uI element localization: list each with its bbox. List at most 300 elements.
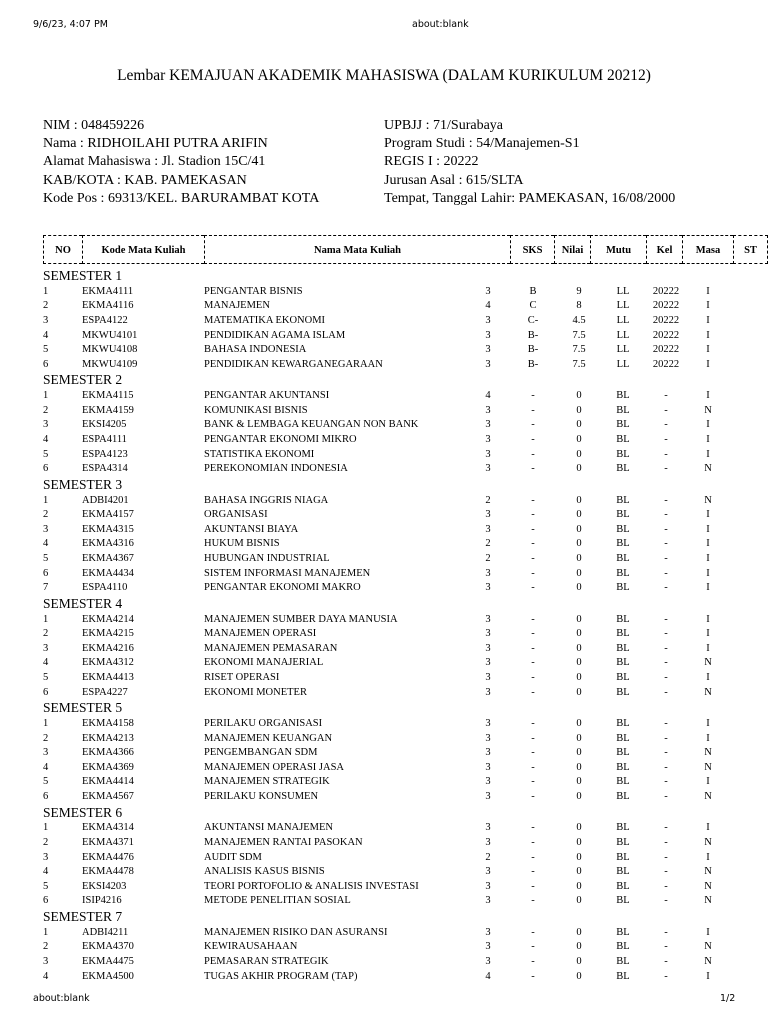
cell-kode: EKMA4314 xyxy=(82,822,134,834)
cell-mutu: 0 xyxy=(576,926,582,938)
cell-no: 2 xyxy=(43,941,49,953)
cell-kel: BL xyxy=(616,747,630,759)
cell-st: N xyxy=(704,463,712,475)
col-header-st: ST xyxy=(733,235,768,264)
cell-mutu: 0 xyxy=(576,672,582,683)
cell-st: I xyxy=(706,538,710,550)
cell-nama: BAHASA INGGRIS NIAGA xyxy=(204,494,329,506)
cell-nilai: - xyxy=(531,523,535,535)
table-row xyxy=(0,581,768,596)
col-header-no: NO xyxy=(43,235,82,264)
cell-st: I xyxy=(706,344,710,356)
cell-masa: - xyxy=(664,880,668,892)
cell-kode: ADBI4201 xyxy=(82,494,129,506)
col-header-nilai: Nilai xyxy=(554,235,590,264)
cell-kel: BL xyxy=(616,390,630,402)
cell-sks: 3 xyxy=(485,613,491,625)
cell-mutu: 0 xyxy=(576,434,582,445)
cell-sks: 2 xyxy=(485,851,491,863)
cell-masa: - xyxy=(664,672,668,683)
table-row xyxy=(0,761,768,776)
cell-mutu: 0 xyxy=(576,970,582,982)
table-row xyxy=(0,717,768,732)
cell-st: N xyxy=(704,956,712,967)
cell-mutu: 7.5 xyxy=(572,358,586,370)
cell-st: I xyxy=(706,851,710,863)
cell-mutu: 8 xyxy=(576,300,582,312)
cell-masa: - xyxy=(664,553,668,564)
cell-kel: BL xyxy=(616,732,630,744)
print-header xyxy=(0,19,768,33)
cell-nilai: - xyxy=(531,642,535,654)
cell-kel: BL xyxy=(616,822,630,834)
cell-kode: EKMA4116 xyxy=(82,300,134,312)
cell-st: I xyxy=(706,567,710,579)
cell-nama: STATISTIKA EKONOMI xyxy=(204,448,315,460)
cell-nama: MANAJEMEN OPERASI JASA xyxy=(204,761,345,773)
cell-st: I xyxy=(706,732,710,744)
cell-nama: RISET OPERASI xyxy=(204,672,280,683)
cell-nama: AUDIT SDM xyxy=(204,851,262,863)
cell-nama: KEWIRAUSAHAAN xyxy=(204,941,298,953)
cell-masa: - xyxy=(664,718,668,729)
col-header-kel: Kel xyxy=(646,235,682,264)
cell-kode: EKMA4434 xyxy=(82,567,134,579)
cell-masa: - xyxy=(664,686,668,698)
cell-mutu: 0 xyxy=(576,448,582,460)
cell-no: 5 xyxy=(43,776,49,788)
cell-st: N xyxy=(704,791,712,802)
cell-nama: MANAJEMEN RANTAI PASOKAN xyxy=(204,837,363,848)
cell-kel: BL xyxy=(616,956,630,967)
cell-kode: EKMA4371 xyxy=(82,837,134,848)
cell-masa: - xyxy=(664,837,668,848)
cell-nama: PENDIDIKAN AGAMA ISLAM xyxy=(204,329,346,341)
col-header-kode: Kode Mata Kuliah xyxy=(82,235,204,264)
student-birth: Tempat, Tanggal Lahir: PAMEKASAN, 16/08/2000 xyxy=(384,190,676,206)
cell-no: 3 xyxy=(43,523,49,535)
cell-masa: - xyxy=(664,895,668,907)
cell-mutu: 4.5 xyxy=(572,315,586,326)
cell-nilai: - xyxy=(531,686,535,698)
cell-st: I xyxy=(706,582,710,594)
table-row xyxy=(0,314,768,329)
cell-kel: BL xyxy=(616,672,630,683)
semester-heading: SEMESTER 6 xyxy=(43,804,123,820)
cell-kel: BL xyxy=(616,941,630,953)
table-header xyxy=(43,235,757,266)
table-row xyxy=(0,494,768,509)
cell-kode: ESPA4227 xyxy=(82,686,128,698)
cell-kode: ADBI4211 xyxy=(82,926,129,938)
cell-nama: BANK & LEMBAGA KEUANGAN NON BANK xyxy=(204,419,419,431)
student-info-left xyxy=(43,117,319,208)
cell-mutu: 0 xyxy=(576,538,582,550)
document-title: Lembar KEMAJUAN AKADEMIK MAHASISWA (DALAM KURIKULUM 20212) xyxy=(117,67,651,84)
table-row xyxy=(0,940,768,955)
cell-st: I xyxy=(706,642,710,654)
cell-nilai: - xyxy=(531,791,535,802)
cell-kel: BL xyxy=(616,686,630,698)
student-address: Alamat Mahasiswa : Jl. Stadion 15C/41 xyxy=(43,154,266,170)
table-row xyxy=(0,404,768,419)
cell-sks: 3 xyxy=(485,523,491,535)
cell-mutu: 0 xyxy=(576,404,582,416)
cell-kode: EKMA4475 xyxy=(82,956,134,967)
cell-masa: - xyxy=(664,851,668,863)
cell-masa: 20222 xyxy=(652,315,680,326)
cell-st: N xyxy=(704,837,712,848)
cell-nama: TUGAS AKHIR PROGRAM (TAP) xyxy=(204,970,358,982)
cell-st: N xyxy=(704,686,712,698)
table-row xyxy=(0,836,768,851)
cell-mutu: 0 xyxy=(576,822,582,834)
cell-nilai: C xyxy=(529,300,537,312)
cell-kode: EKMA4216 xyxy=(82,642,134,654)
cell-sks: 4 xyxy=(485,970,491,982)
student-city: KAB/KOTA : KAB. PAMEKASAN xyxy=(43,172,247,188)
cell-mutu: 0 xyxy=(576,718,582,729)
cell-sks: 2 xyxy=(485,553,491,564)
cell-st: N xyxy=(704,747,712,759)
cell-st: I xyxy=(706,523,710,535)
cell-nilai: - xyxy=(531,494,535,506)
student-info-right xyxy=(384,117,675,208)
cell-nilai: - xyxy=(531,463,535,475)
print-footer xyxy=(0,993,768,1007)
cell-nilai: - xyxy=(531,851,535,863)
student-upbjj: UPBJJ : 71/Surabaya xyxy=(384,118,503,133)
cell-masa: - xyxy=(664,941,668,953)
cell-sks: 3 xyxy=(485,866,491,878)
cell-nilai: - xyxy=(531,880,535,892)
cell-no: 2 xyxy=(43,732,49,744)
cell-no: 3 xyxy=(43,315,49,326)
cell-no: 7 xyxy=(43,582,49,594)
cell-nama: SISTEM INFORMASI MANAJEMEN xyxy=(204,567,371,579)
cell-sks: 3 xyxy=(485,642,491,654)
cell-masa: 20222 xyxy=(652,358,680,370)
cell-masa: - xyxy=(664,956,668,967)
cell-sks: 3 xyxy=(485,509,491,521)
cell-nilai: - xyxy=(531,582,535,594)
cell-sks: 3 xyxy=(485,956,491,967)
cell-kel: BL xyxy=(616,419,630,431)
cell-sks: 3 xyxy=(485,941,491,953)
cell-nama: MANAJEMEN KEUANGAN xyxy=(204,732,333,744)
cell-no: 6 xyxy=(43,895,49,907)
table-row xyxy=(0,523,768,538)
cell-masa: 20222 xyxy=(652,300,680,312)
cell-sks: 3 xyxy=(485,329,491,341)
cell-nama: PENGANTAR AKUNTANSI xyxy=(204,390,330,402)
cell-mutu: 0 xyxy=(576,419,582,431)
cell-kode: EKMA4567 xyxy=(82,791,134,802)
table-row xyxy=(0,686,768,701)
cell-nilai: B- xyxy=(527,344,539,356)
cell-sks: 3 xyxy=(485,285,491,297)
cell-sks: 3 xyxy=(485,344,491,356)
cell-st: I xyxy=(706,285,710,297)
cell-no: 3 xyxy=(43,851,49,863)
cell-kel: LL xyxy=(616,315,630,326)
cell-sks: 3 xyxy=(485,747,491,759)
cell-sks: 3 xyxy=(485,732,491,744)
cell-no: 6 xyxy=(43,791,49,802)
table-row xyxy=(0,627,768,642)
cell-mutu: 7.5 xyxy=(572,344,586,356)
cell-no: 1 xyxy=(43,285,49,297)
cell-kel: BL xyxy=(616,567,630,579)
cell-kode: ESPA4111 xyxy=(82,434,127,445)
cell-kode: EKMA4478 xyxy=(82,866,134,878)
cell-mutu: 0 xyxy=(576,509,582,521)
cell-kode: EKMA4366 xyxy=(82,747,134,759)
cell-masa: 20222 xyxy=(652,285,680,297)
cell-nama: MANAJEMEN RISIKO DAN ASURANSI xyxy=(204,926,388,938)
student-name: Nama : RIDHOILAHI PUTRA ARIFIN xyxy=(43,136,268,152)
cell-st: I xyxy=(706,970,710,982)
cell-st: N xyxy=(704,880,712,892)
cell-kel: BL xyxy=(616,895,630,907)
cell-sks: 2 xyxy=(485,494,491,506)
cell-kel: BL xyxy=(616,582,630,594)
cell-masa: - xyxy=(664,926,668,938)
cell-mutu: 0 xyxy=(576,463,582,475)
col-header-masa: Masa xyxy=(682,235,733,264)
cell-nama: METODE PENELITIAN SOSIAL xyxy=(204,895,351,907)
cell-nama: AKUNTANSI BIAYA xyxy=(204,523,299,535)
table-row xyxy=(0,746,768,761)
cell-masa: - xyxy=(664,523,668,535)
cell-kode: EKMA4158 xyxy=(82,718,134,729)
cell-masa: - xyxy=(664,628,668,640)
table-row xyxy=(0,567,768,582)
cell-sks: 3 xyxy=(485,791,491,802)
cell-masa: - xyxy=(664,613,668,625)
cell-masa: - xyxy=(664,434,668,445)
cell-sks: 3 xyxy=(485,718,491,729)
cell-no: 1 xyxy=(43,718,49,729)
cell-mutu: 0 xyxy=(576,866,582,878)
cell-nama: MATEMATIKA EKONOMI xyxy=(204,315,326,326)
cell-nilai: - xyxy=(531,732,535,744)
cell-kode: EKMA4213 xyxy=(82,732,134,744)
cell-no: 4 xyxy=(43,761,49,773)
cell-kel: BL xyxy=(616,926,630,938)
cell-masa: 20222 xyxy=(652,329,680,341)
cell-st: I xyxy=(706,718,710,729)
cell-no: 3 xyxy=(43,747,49,759)
cell-no: 3 xyxy=(43,419,49,431)
cell-kel: BL xyxy=(616,494,630,506)
cell-nilai: - xyxy=(531,718,535,729)
cell-nilai: - xyxy=(531,895,535,907)
cell-mutu: 0 xyxy=(576,941,582,953)
cell-kode: EKMA4370 xyxy=(82,941,134,953)
cell-nama: ORGANISASI xyxy=(204,509,268,521)
cell-nilai: - xyxy=(531,941,535,953)
cell-sks: 3 xyxy=(485,822,491,834)
table-row xyxy=(0,329,768,344)
cell-masa: - xyxy=(664,494,668,506)
table-row xyxy=(0,299,768,314)
cell-kel: BL xyxy=(616,613,630,625)
cell-no: 4 xyxy=(43,657,49,669)
cell-sks: 4 xyxy=(485,390,491,402)
cell-sks: 3 xyxy=(485,895,491,907)
cell-no: 6 xyxy=(43,463,49,475)
cell-no: 3 xyxy=(43,956,49,967)
cell-nilai: - xyxy=(531,866,535,878)
cell-no: 3 xyxy=(43,642,49,654)
table-row xyxy=(0,642,768,657)
cell-nilai: - xyxy=(531,567,535,579)
cell-st: I xyxy=(706,613,710,625)
cell-masa: - xyxy=(664,448,668,460)
cell-mutu: 7.5 xyxy=(572,329,586,341)
cell-st: I xyxy=(706,448,710,460)
cell-masa: - xyxy=(664,390,668,402)
cell-no: 2 xyxy=(43,404,49,416)
cell-nama: PENGANTAR EKONOMI MIKRO xyxy=(204,434,357,445)
cell-sks: 3 xyxy=(485,419,491,431)
cell-nilai: - xyxy=(531,509,535,521)
cell-sks: 3 xyxy=(485,448,491,460)
cell-no: 5 xyxy=(43,344,49,356)
col-header-sks: SKS xyxy=(510,235,554,264)
table-row xyxy=(0,865,768,880)
cell-masa: - xyxy=(664,509,668,521)
cell-kode: EKSI4205 xyxy=(82,419,127,431)
cell-kode: EKMA4500 xyxy=(82,970,134,982)
table-row xyxy=(0,894,768,909)
cell-st: I xyxy=(706,628,710,640)
table-row xyxy=(0,462,768,477)
cell-nama: AKUNTANSI MANAJEMEN xyxy=(204,822,333,834)
cell-kode: MKWU4108 xyxy=(82,344,138,356)
cell-mutu: 0 xyxy=(576,956,582,967)
cell-st: N xyxy=(704,866,712,878)
cell-sks: 3 xyxy=(485,761,491,773)
cell-nama: MANAJEMEN xyxy=(204,300,270,312)
cell-no: 5 xyxy=(43,672,49,683)
cell-st: I xyxy=(706,390,710,402)
cell-nilai: - xyxy=(531,672,535,683)
print-datetime: 9/6/23, 4:07 PM xyxy=(33,19,108,30)
cell-mutu: 0 xyxy=(576,747,582,759)
cell-nama: KOMUNIKASI BISNIS xyxy=(204,404,308,416)
cell-nama: MANAJEMEN STRATEGIK xyxy=(204,776,330,788)
footer-url: about:blank xyxy=(33,993,90,1004)
semester-heading: SEMESTER 7 xyxy=(43,909,123,924)
cell-masa: - xyxy=(664,404,668,416)
table-row xyxy=(0,955,768,970)
cell-st: I xyxy=(706,926,710,938)
cell-nilai: - xyxy=(531,390,535,402)
cell-masa: - xyxy=(664,657,668,669)
semester-heading: SEMESTER 1 xyxy=(43,268,123,283)
cell-no: 1 xyxy=(43,822,49,834)
cell-no: 6 xyxy=(43,358,49,370)
cell-mutu: 9 xyxy=(576,285,582,297)
cell-masa: - xyxy=(664,747,668,759)
cell-st: I xyxy=(706,672,710,683)
cell-kel: BL xyxy=(616,553,630,564)
table-row xyxy=(0,358,768,373)
table-row xyxy=(0,671,768,686)
cell-masa: - xyxy=(664,567,668,579)
cell-kel: LL xyxy=(616,285,630,297)
cell-no: 5 xyxy=(43,448,49,460)
cell-nilai: - xyxy=(531,747,535,759)
cell-nama: PENDIDIKAN KEWARGANEGARAAN xyxy=(204,358,383,370)
cell-no: 1 xyxy=(43,613,49,625)
cell-kode: MKWU4101 xyxy=(82,329,138,341)
table-row xyxy=(0,821,768,836)
cell-kode: EKMA4115 xyxy=(82,390,134,402)
cell-mutu: 0 xyxy=(576,895,582,907)
cell-nama: PEREKONOMIAN INDONESIA xyxy=(204,463,348,475)
cell-kel: BL xyxy=(616,851,630,863)
cell-st: I xyxy=(706,315,710,326)
cell-sks: 3 xyxy=(485,628,491,640)
cell-nilai: - xyxy=(531,613,535,625)
cell-sks: 3 xyxy=(485,315,491,326)
cell-kode: MKWU4109 xyxy=(82,358,138,370)
cell-nilai: C- xyxy=(527,315,539,326)
cell-nilai: - xyxy=(531,970,535,982)
cell-kel: BL xyxy=(616,642,630,654)
cell-st: N xyxy=(704,404,712,416)
cell-st: I xyxy=(706,419,710,431)
cell-no: 2 xyxy=(43,509,49,521)
cell-no: 1 xyxy=(43,390,49,402)
cell-st: I xyxy=(706,509,710,521)
semester-heading: SEMESTER 2 xyxy=(43,372,123,388)
cell-kode: ESPA4110 xyxy=(82,582,128,594)
cell-no: 4 xyxy=(43,866,49,878)
cell-nama: ANALISIS KASUS BISNIS xyxy=(204,866,325,878)
cell-nama: MANAJEMEN SUMBER DAYA MANUSIA xyxy=(204,613,398,625)
cell-sks: 3 xyxy=(485,880,491,892)
cell-st: I xyxy=(706,300,710,312)
cell-mutu: 0 xyxy=(576,390,582,402)
table-row xyxy=(0,343,768,358)
cell-kel: BL xyxy=(616,538,630,550)
table-row xyxy=(0,775,768,790)
cell-kel: LL xyxy=(616,344,630,356)
cell-masa: - xyxy=(664,582,668,594)
cell-nama: PENGANTAR EKONOMI MAKRO xyxy=(204,582,361,594)
cell-kode: EKMA4315 xyxy=(82,523,134,535)
table-row xyxy=(0,285,768,300)
cell-mutu: 0 xyxy=(576,776,582,788)
table-row xyxy=(0,790,768,805)
print-url: about:blank xyxy=(412,19,469,30)
cell-st: N xyxy=(704,761,712,773)
cell-kode: EKMA4157 xyxy=(82,509,134,521)
table-row xyxy=(0,508,768,523)
cell-kel: BL xyxy=(616,434,630,445)
col-header-nama: Nama Mata Kuliah xyxy=(204,235,510,264)
cell-kode: EKMA4414 xyxy=(82,776,134,788)
student-origin-major: Jurusan Asal : 615/SLTA xyxy=(384,172,524,188)
cell-st: N xyxy=(704,657,712,669)
cell-no: 2 xyxy=(43,628,49,640)
cell-kel: BL xyxy=(616,880,630,892)
cell-no: 6 xyxy=(43,686,49,698)
